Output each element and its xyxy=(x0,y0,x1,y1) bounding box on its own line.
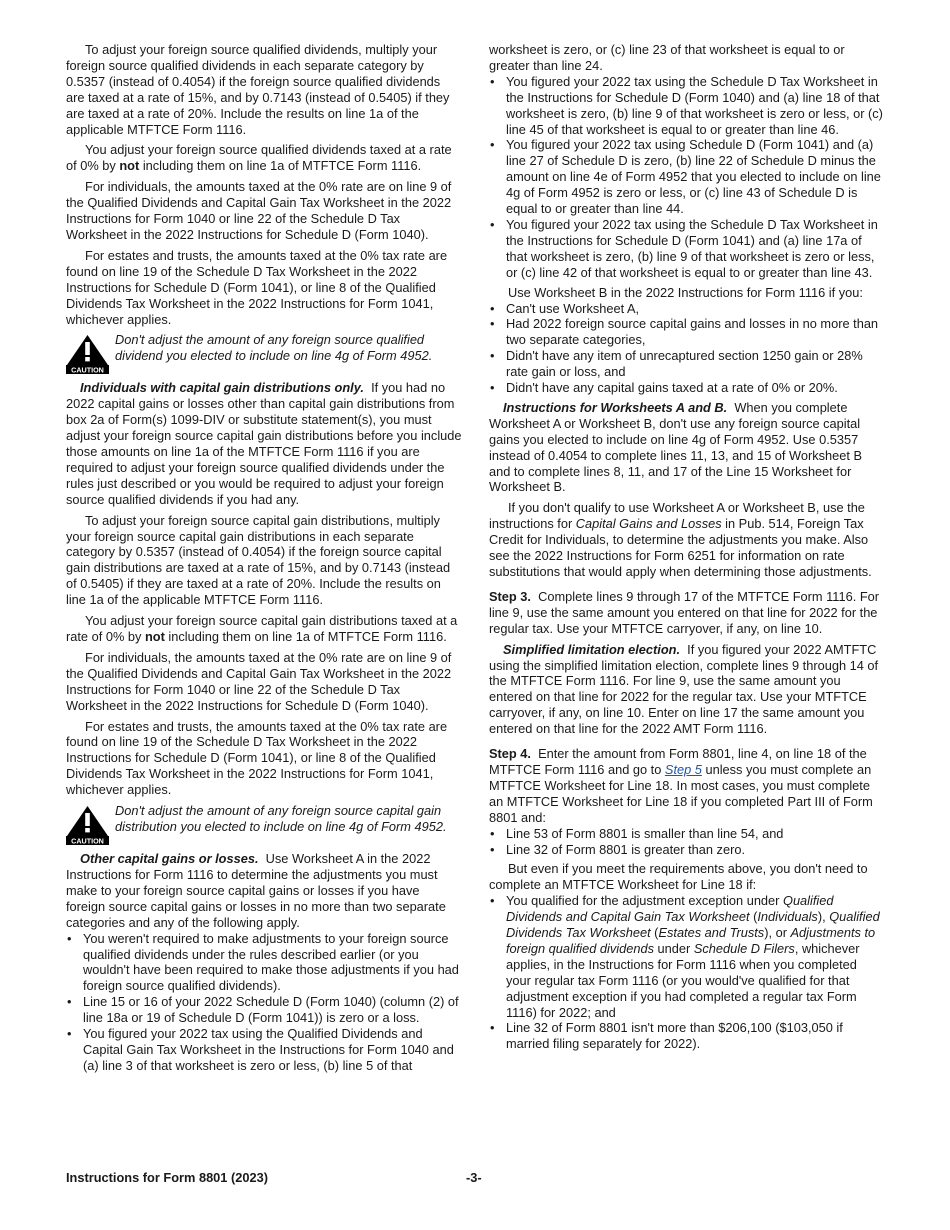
list-item: • You figured your 2022 tax using the Qualified Dividends and Capital Gain Tax Worksheet in the Instructions for Form 1040 and (a) line 3 of that worksheet is zero or less, (b) line 5 of that xyxy=(66,1026,462,1074)
paragraph: Step 3. Complete lines 9 through 17 of the MTFTCE Form 1116. For line 9, use the same amount you entered on that line for 2022 for the regular tax. Use your MTFTCE carryover, if any, on line 10. xyxy=(489,588,880,636)
paragraph: Simplified limitation election. If you figured your 2022 AMTFTC using the simplified limitation election, complete lines 9 through 14 of the MTFTCE Form 1116. For line 9, use the same amount you entered on that line for 2022 for the regular tax. Use your MTFTCE carryover, if any, on line 10. Enter on line 17 the same amount you entered on that line for the 2022 AMT Form 1116. xyxy=(489,641,879,737)
bullet-list xyxy=(489,74,885,281)
list-item: • Had 2022 foreign source capital gains and losses in no more than two separate categories, xyxy=(489,316,885,348)
list-item: • You weren't required to make adjustments to your foreign source qualified dividends under the rules described earlier (or you wouldn't have been required to make those adjustments if you had foreign source qualified dividends). xyxy=(66,931,462,995)
paragraph: You adjust your foreign source qualified dividends taxed at a rate of 0% by not including them on line 1a of MTFTCE Form 1116. xyxy=(66,142,452,174)
bullet-list xyxy=(489,301,885,396)
caution-note xyxy=(66,803,462,845)
paragraph: For individuals, the amounts taxed at the 0% rate are on line 9 of the Qualified Dividends and Capital Gain Tax Worksheet in the 2022 Instructions for Form 1040 or line 22 of the Schedule D Tax Worksheet in the 2022 Instructions for Schedule D (Form 1040). xyxy=(66,649,452,713)
right-column xyxy=(489,42,885,1052)
paragraph: Step 4. Enter the amount from Form 8801, line 4, on line 18 of the MTFTCE Form 1116 and go to Step 5 unless you must complete an MTFTCE Worksheet for Line 18. In most cases, you must complete an MTFTCE Worksheet for Line 18 if you completed Part III of Form 8801 and: xyxy=(489,746,873,825)
paragraph: To adjust your foreign source capital gain distributions, multiply your foreign source capital gain distributions in each separate category by 0.5357 (instead of 0.4054) if the foreign source capital gain distributions are taxed at a rate of 15%, and by 0.7143 (instead of 0.5405) if they are taxed at a rate of 20%. Include the results on line 1a of the applicable MTFTCE Form 1116. xyxy=(66,512,451,608)
paragraph: Individuals with capital gain distributions only. If you had no 2022 capital gains or losses other than capital gain distributions from box 2a of Form(s) 1099-DIV or substitute statement(s), you must adjust your foreign source capital gain distributions before you include those amounts on line 1a of the MTFTCE Form 1116 if you are required to adjust your foreign source qualified dividends under the rules just described or you would be required to adjust your foreign source qualified dividends if you had any. xyxy=(66,380,462,507)
paragraph: Instructions for Worksheets A and B. When you complete Worksheet A or Worksheet B, don't use any foreign source capital gains you elected to include on line 4g of Form 4952. Use 0.5357 instead of 0.4054 to complete lines 11, 13, and 15 of Worksheet B and to complete lines 8, 11, and 17 of the Line 15 Worksheet for Worksheet B. xyxy=(489,399,863,495)
list-item: • You figured your 2022 tax using Schedule D (Form 1041) and (a) line 27 of Schedule D is zero, (b) line 22 of Schedule D minus the amount on line 4e of Form 4952 that you elected to include on line 4g of Form 4952 is zero or less, or (c) line 43 of Schedule D is equal to or greater than line 44. xyxy=(489,137,885,217)
caution-note xyxy=(66,332,462,374)
step-label: Step 3. xyxy=(489,588,531,604)
section-heading: Simplified limitation election. xyxy=(503,641,681,657)
page-number: -3- xyxy=(466,1170,482,1185)
step-5-link[interactable]: Step 5 xyxy=(664,761,702,777)
list-item: • Line 32 of Form 8801 isn't more than $206,100 ($103,050 if married filing separately for 2022). xyxy=(489,1020,885,1052)
section-heading: Individuals with capital gain distributions only. xyxy=(80,380,364,396)
caution-icon xyxy=(66,805,109,845)
footer-title: Instructions for Form 8801 (2023) xyxy=(66,1170,268,1185)
paragraph: For estates and trusts, the amounts taxed at the 0% tax rate are found on line 19 of the Schedule D Tax Worksheet in the 2022 Instructions for Schedule D (Form 1041), or line 8 of the Qualified Dividends Tax Worksheet in the 2022 Instructions for Form 1041, whichever applies. xyxy=(66,718,448,798)
list-item: • You figured your 2022 tax using the Schedule D Tax Worksheet in the Instructions for Schedule D (Form 1041) and (a) line 17a of that worksheet is zero, (b) line 9 of that worksheet is zero or less, or (c) line 42 of that worksheet is equal to or greater than line 43. xyxy=(489,217,885,281)
caution-icon xyxy=(66,334,109,374)
step-label: Step 4. xyxy=(489,746,531,762)
paragraph: You adjust your foreign source capital gain distributions taxed at a rate of 0% by not including them on line 1a of MTFTCE Form 1116. xyxy=(66,613,458,644)
paragraph: Other capital gains or losses. Use Worksheet A in the 2022 Instructions for Form 1116 to determine the adjustments you must make to your foreign source capital gains or losses if you have foreign source capital gains or losses in no more than two separate categories and any of the following apply. xyxy=(66,851,446,930)
svg-text:CAUTION: CAUTION xyxy=(71,836,104,846)
list-item: • Didn't have any item of unrecaptured section 1250 gain or 28% rate gain or loss, and xyxy=(489,348,885,380)
bullet-list xyxy=(66,931,462,1074)
list-item: • You qualified for the adjustment exception under Qualified Dividends and Capital Gain Tax Worksheet (Individuals), Qualified Dividends Tax Worksheet (Estates and Trusts), or Adjustments to foreign qualified dividends under Schedule D Filers, whichever applies, in the Instructions for Form 1116 when you completed your regular tax Form 1116 (or you would've qualified for that adjustment exception if you had completed a regular tax Form 1116) for 2022; and xyxy=(489,893,885,1020)
section-heading: Instructions for Worksheets A and B. xyxy=(503,399,728,415)
list-item: • Didn't have any capital gains taxed at a rate of 0% or 20%. xyxy=(489,380,885,396)
list-item: • Can't use Worksheet A, xyxy=(489,301,885,317)
paragraph: Use Worksheet B in the 2022 Instructions for Form 1116 if you: xyxy=(508,284,863,300)
list-item: • Line 32 of Form 8801 is greater than zero. xyxy=(489,842,885,858)
svg-text:CAUTION: CAUTION xyxy=(71,365,104,375)
paragraph: But even if you meet the requirements above, you don't need to complete an MTFTCE Worksheet for Line 18 if: xyxy=(489,861,868,893)
section-heading: Other capital gains or losses. xyxy=(80,851,259,867)
paragraph: For estates and trusts, the amounts taxed at the 0% tax rate are found on line 19 of the Schedule D Tax Worksheet in the 2022 Instructions for Schedule D (Form 1041), or line 8 of the Qualified Dividends Tax Worksheet in the 2022 Instructions for Form 1041, whichever applies. xyxy=(66,247,448,327)
list-item: • Line 53 of Form 8801 is smaller than line 54, and xyxy=(489,826,885,842)
paragraph: worksheet is zero, or (c) line 23 of that worksheet is equal to or greater than line 24. xyxy=(489,42,845,73)
left-column xyxy=(66,42,462,1074)
list-item: • Line 15 or 16 of your 2022 Schedule D (Form 1040) (column (2) of line 18a or 19 of Schedule D (Form 1041)) is zero or a loss. xyxy=(66,994,462,1026)
paragraph: To adjust your foreign source qualified dividends, multiply your foreign source qualified dividends in each separate category by 0.5357 (instead of 0.4054) if the foreign source qualified dividends are taxed at a rate of 15%, and by 0.7143 (instead of 0.5405) if they are taxed at a rate of 20%. Include the results on line 1a of the applicable MTFTCE Form 1116. xyxy=(66,42,450,137)
caution-text: Don't adjust the amount of any foreign source qualified dividend you elected to include on line 4g of Form 4952. xyxy=(115,332,433,364)
paragraph: If you don't qualify to use Worksheet A or Worksheet B, use the instructions for Capital Gains and Losses in Pub. 514, Foreign Tax Credit for Individuals, to determine the adjustments you make. Also see the 2022 Instructions for Form 6251 for information on rate substitutions that would apply when determining those adjustments. xyxy=(489,500,872,579)
paragraph: For individuals, the amounts taxed at the 0% rate are on line 9 of the Qualified Dividends and Capital Gain Tax Worksheet in the 2022 Instructions for Form 1040 or line 22 of the Schedule D Tax Worksheet in the 2022 Instructions for Schedule D (Form 1040). xyxy=(66,179,452,242)
list-item: • You figured your 2022 tax using the Schedule D Tax Worksheet in the Instructions for Schedule D (Form 1040) and (a) line 18 of that worksheet is zero, (b) line 9 of that worksheet is zero or less, or (c) line 45 of that worksheet is equal to or greater than line 46. xyxy=(489,74,885,138)
bullet-list xyxy=(489,893,885,1052)
caution-text: Don't adjust the amount of any foreign source capital gain distribution you elected to include on line 4g of Form 4952. xyxy=(115,803,447,834)
bullet-list xyxy=(489,826,885,858)
